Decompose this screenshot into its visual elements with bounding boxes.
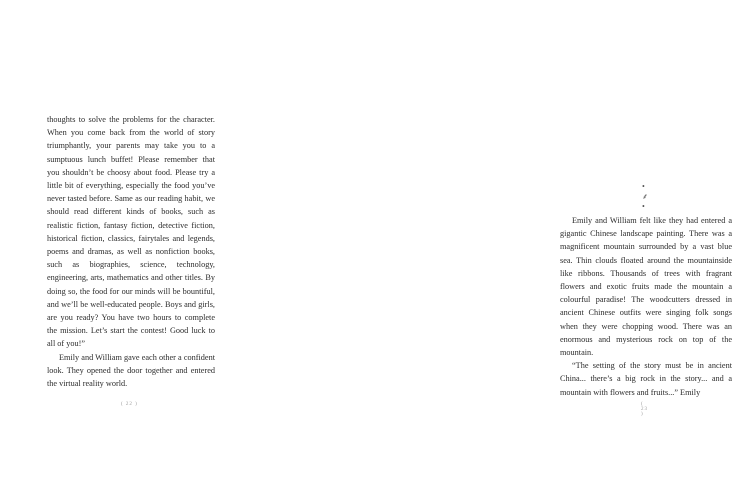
left-page-text [47,113,215,390]
left-paragraph-2: Emily and William gave each other a confident look. They opened the door together and entered the virtual reality world. [47,352,215,389]
left-page [0,0,260,500]
left-page-number: ( 22 ) [121,402,138,407]
right-paragraph-1: Emily and William felt like they had entered a gigantic Chinese landscape painting. There was a magnificent mountain surrounded by a vast blue sea. Thin clouds floated around the mountainside like ribbons. Thousands of trees with fragrant flowers and exotic fruits made the mountain a colourful paradise! The woodcutters dressed in ancient Chinese outfits were singing folk songs when they were chopping wood. There was an enormous and mysterious rock on top of the mountain. [560,216,732,358]
right-page [260,0,732,500]
right-paragraph-2: “The setting of the story must be in ancient China... there’s a big rock in the story... and a mountain with flowers and fruits...” Emily [560,361,732,397]
left-paragraph-1: thoughts to solve the problems for the character. When you come back from the world of story triumphantly, your parents may take you to a sumptuous lunch buffet! Please remember that you shouldn’t be choosy about food. Please try a little bit of everything, especially the food you’ve never tasted before. Same as our reading habit, we should read different kinds of books, such as realistic fiction, fantasy fiction, detective fiction, historical fiction, classics, fairytales and legends, poems and dramas, as well as nonfiction books, such as biographies, science, technology, engineering, arts, mathematics and other titles. By doing so, the food for our minds will be bountiful, and we’ll be well-educated people. Boys and girls, are you ready? You have two hours to complete the mission. Let’s start the contest! Good luck to all of you!” [47,115,215,349]
right-page-text [560,214,732,399]
ornament-divider: • ⸙ • [642,182,649,211]
right-page-number: ( 23 ) [641,402,648,417]
